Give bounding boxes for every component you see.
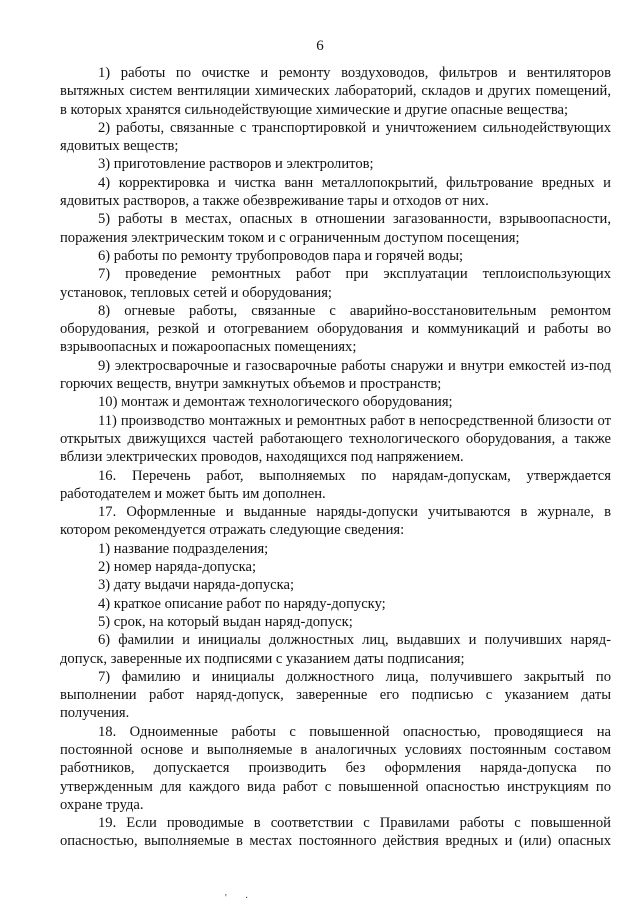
- scan-mark: ': [225, 893, 227, 904]
- list-item-10: 10) монтаж и демонтаж технологического оборудования;: [98, 394, 453, 411]
- clause-17: 17. Оформленные и выданные наряды-допуски учитываются в журнале, в котором рекомендуется отражать следующие сведения:: [60, 504, 611, 539]
- list-item-3: 3) приготовление растворов и электролитов;: [98, 156, 374, 173]
- clause-16: 16. Перечень работ, выполняемых по нарядам-допускам, утверждается работодателем и может быть им дополнен.: [60, 467, 611, 502]
- journal-item-7: 7) фамилию и инициалы должностного лица, получившего закрытый по выполнении работ наряд-допуск, заверенные его подписью с указанием даты получения.: [60, 668, 611, 722]
- scan-mark: ·: [245, 893, 249, 904]
- journal-item-2: 2) номер наряда-допуска;: [98, 559, 257, 576]
- list-item-8: 8) огневые работы, связанные с аварийно-восстановительным ремонтом оборудования, резкой и отогреванием оборудования и коммуникаций и работы во взрывоопасных и пожароопасных помещениях;: [60, 302, 611, 356]
- list-item-5: 5) работы в местах, опасных в отношении загазованности, взрывоопасности, поражения электрическим током и с ограниченным доступом посещения;: [60, 211, 611, 246]
- journal-item-5: 5) срок, на который выдан наряд-допуск;: [98, 613, 353, 630]
- journal-item-3: 3) дату выдачи наряда-допуска;: [98, 577, 295, 594]
- document-body: [60, 64, 611, 851]
- list-item-1: 1) работы по очистке и ремонту воздуховодов, фильтров и вентиляторов вытяжных систем вентиляции химических лабораторий, складов и других помещений, в которых хранятся сильнодействующие химические и другие опасные вещества;: [60, 65, 611, 118]
- list-item-7: 7) проведение ремонтных работ при эксплуатации теплоиспользующих установок, тепловых сетей и оборудования;: [60, 266, 611, 301]
- list-item-2: 2) работы, связанные с транспортировкой и уничтожением сильнодействующих ядовитых веществ;: [60, 119, 611, 155]
- list-item-11: 11) производство монтажных и ремонтных работ в непосредственной близости от открытых движущихся частей работающего технологического оборудования, а также вблизи электрических проводов, находящихся под напряжением.: [60, 412, 611, 466]
- page-number: 6: [316, 38, 324, 54]
- list-item-4: 4) корректировка и чистка ванн металлопокрытий, фильтрование вредных и ядовитых растворов, а также обезвреживание тары и отходов от них.: [60, 174, 611, 210]
- clause-18: 18. Одноименные работы с повышенной опасностью, проводящиеся на постоянной основе и выполняемые в аналогичных условиях постоянным составом работников, допускается производить без оформления наряда-допуска по утвержденным для каждого вида работ с повышенной опасностью инструкциям по охране труда.: [60, 723, 611, 813]
- journal-item-6: 6) фамилии и инициалы должностных лиц, выдавших и получивших наряд-допуск, заверенные их подписями с указанием даты подписания;: [60, 632, 611, 667]
- journal-item-1: 1) название подразделения;: [98, 540, 269, 557]
- journal-item-4: 4) краткое описание работ по наряду-допуску;: [98, 595, 386, 612]
- list-item-9: 9) электросварочные и газосварочные работы снаружи и внутри емкостей из-под горючих веществ, внутри замкнутых объемов и пространств;: [60, 357, 611, 393]
- list-item-6: 6) работы по ремонту трубопроводов пара и горячей воды;: [98, 247, 464, 264]
- clause-19: 19. Если проводимые в соответствии с Правилами работы с повышенной опасностью, выполняемые в местах постоянного действия вредных и (или) опасных: [60, 815, 611, 850]
